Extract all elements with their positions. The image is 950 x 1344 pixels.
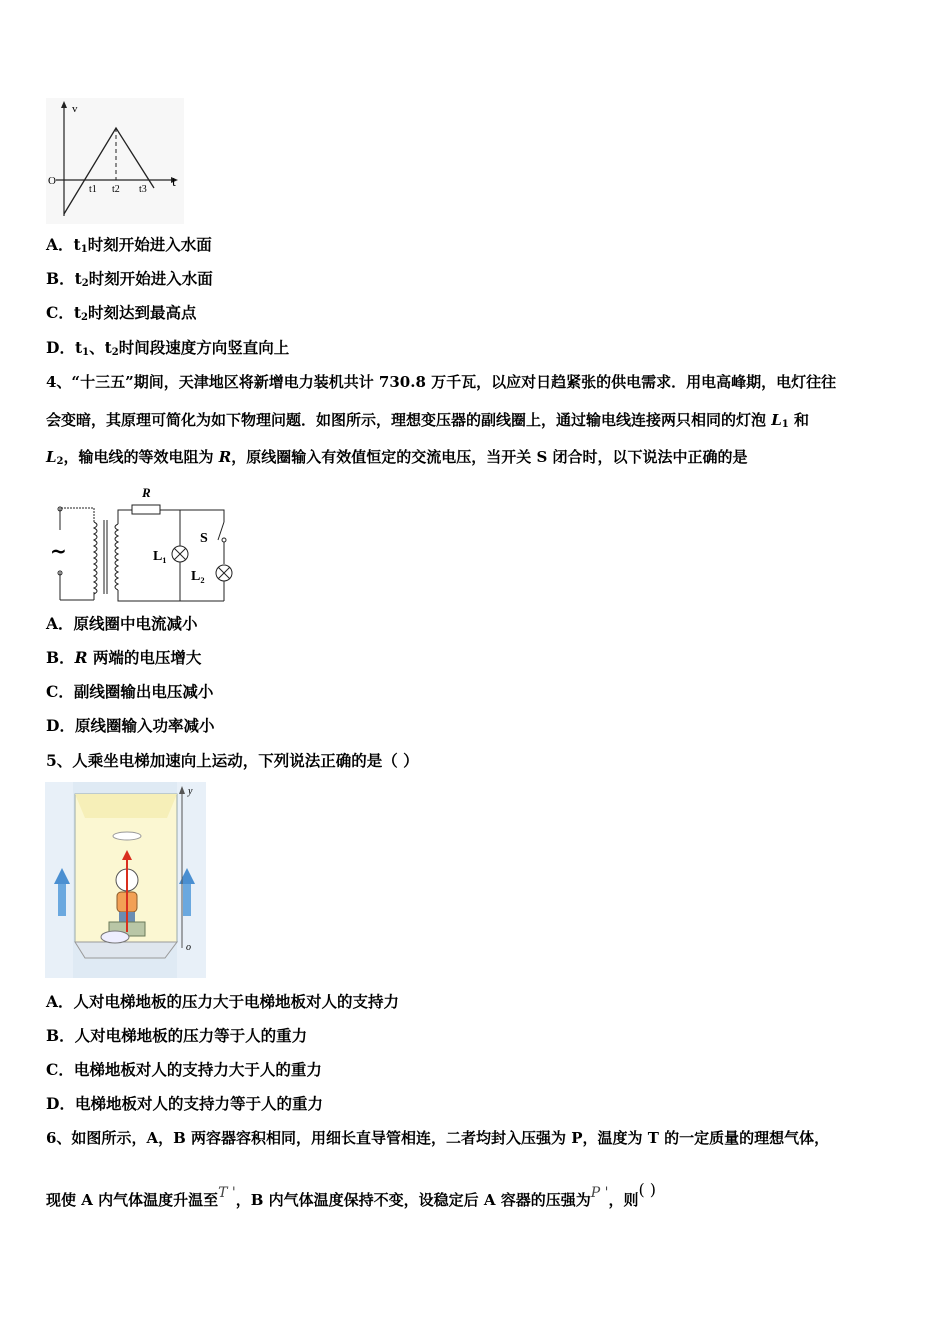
q3-option-c[interactable]: C．$t_2$时刻达到最高点 xyxy=(46,303,197,323)
y-axis-label: y xyxy=(188,786,193,797)
q4-stem-line3: $L_2$，输电线的等效电阻为 R，原线圈输入有效值恒定的交流电压，当开关 S 闭合时，以下说法中正确的是 xyxy=(46,448,748,467)
origin-o-label: o xyxy=(186,942,191,953)
ac-source-symbol: ~ xyxy=(50,539,67,563)
q3-option-d[interactable]: D．$t_1$、$t_2$时间段速度方向竖直向上 xyxy=(46,338,290,358)
answer-blank: ( ) xyxy=(638,1180,657,1199)
p-prime-formula: P ' xyxy=(590,1185,609,1201)
q3-option-b[interactable]: B．$t_2$时刻开始进入水面 xyxy=(46,269,213,289)
q5-option-d[interactable]: D．电梯地板对人的支持力等于人的重力 xyxy=(46,1094,323,1113)
v-axis-label: v xyxy=(72,103,78,115)
q5-option-c[interactable]: C．电梯地板对人的支持力大于人的重力 xyxy=(46,1060,322,1079)
tick-t2: t2 xyxy=(112,184,120,195)
velocity-time-graph xyxy=(46,98,184,224)
lamp-l1-label: L₁ xyxy=(153,549,167,564)
q5-option-b[interactable]: B．人对电梯地板的压力等于人的重力 xyxy=(46,1026,308,1045)
q4-option-d[interactable]: D．原线圈输入功率减小 xyxy=(46,716,215,735)
lamp-l2-label: L₂ xyxy=(191,569,205,584)
t-prime-formula: T ' xyxy=(218,1185,236,1201)
transformer-circuit-diagram xyxy=(46,480,236,606)
q4-option-b[interactable]: B．R 两端的电压增大 xyxy=(46,648,202,667)
elevator-illustration xyxy=(45,782,206,978)
tick-t3: t3 xyxy=(139,184,147,195)
q5-stem: 5、人乘坐电梯加速向上运动，下列说法正确的是（ ） xyxy=(46,751,419,770)
q6-stem-line2: 现使 A 内气体温度升温至T '，B 内气体温度保持不变，设稳定后 A 容器的压强为P '，则( ) xyxy=(46,1180,657,1209)
q4-option-c[interactable]: C．副线圈输出电压减小 xyxy=(46,682,214,701)
q4-stem-line2: 会变暗，其原理可简化为如下物理问题．如图所示，理想变压器的副线圈上，通过输电线连接两只相同的灯泡 $L_1$ 和 xyxy=(46,411,809,430)
q3-option-a[interactable]: A．$t_1$时刻开始进入水面 xyxy=(46,235,212,255)
origin-label: O xyxy=(48,175,56,187)
switch-label: S xyxy=(200,531,208,546)
resistor-label: R xyxy=(142,485,151,500)
q4-option-a[interactable]: A．原线圈中电流减小 xyxy=(46,614,198,633)
t-axis-label: t xyxy=(172,175,176,190)
q6-stem-line1: 6、如图所示，A，B 两容器容积相同，用细长直导管相连，二者均封入压强为 P，温度为 T 的一定质量的理想气体， xyxy=(46,1129,830,1147)
q4-stem-line1: 4、“十三五”期间，天津地区将新增电力装机共计 730.8 万千瓦，以应对日趋紧张的供电需求．用电高峰期，电灯往往 xyxy=(46,373,837,391)
tick-t1: t1 xyxy=(89,184,97,195)
q5-option-a[interactable]: A．人对电梯地板的压力大于电梯地板对人的支持力 xyxy=(46,992,400,1011)
